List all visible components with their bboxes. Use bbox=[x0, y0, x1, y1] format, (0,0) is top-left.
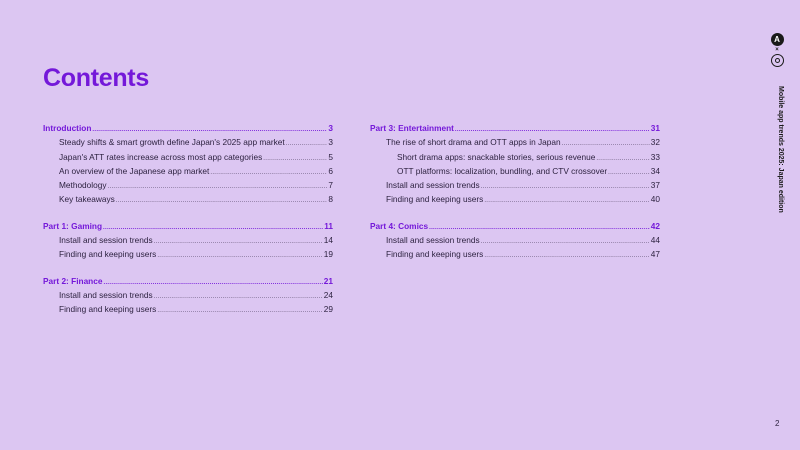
toc-entry-label: The rise of short drama and OTT apps in Japan bbox=[386, 137, 561, 148]
toc-leader-dots bbox=[154, 236, 323, 248]
toc-page-number: 3 bbox=[328, 137, 333, 148]
toc-entry-label: Part 4: Comics bbox=[370, 220, 429, 231]
toc-page-number: 6 bbox=[328, 165, 333, 176]
toc-section-heading[interactable] bbox=[43, 220, 333, 234]
toc-page-number: 14 bbox=[323, 235, 333, 246]
toc-page-number: 7 bbox=[328, 180, 333, 191]
toc-entry[interactable] bbox=[370, 234, 660, 248]
toc-leader-dots bbox=[108, 181, 328, 193]
toc-entry[interactable] bbox=[43, 151, 333, 165]
toc-page-number: 37 bbox=[650, 180, 660, 191]
toc-entry-label: Steady shifts & smart growth define Japan's 2025 app market bbox=[59, 137, 285, 148]
toc-entry-label: Install and session trends bbox=[59, 289, 153, 300]
toc-entry-label: Finding and keeping users bbox=[386, 249, 484, 260]
toc-entry[interactable] bbox=[43, 193, 333, 207]
toc-entry-label: Japan's ATT rates increase across most app categories bbox=[59, 151, 263, 162]
toc-page-number: 33 bbox=[650, 151, 660, 162]
toc-entry-label: Finding and keeping users bbox=[59, 304, 157, 315]
toc-entry[interactable] bbox=[370, 193, 660, 207]
toc-entry-label: Short drama apps: snackable stories, serious revenue bbox=[397, 151, 596, 162]
toc-section-heading[interactable] bbox=[370, 122, 660, 136]
partner-logo-icon bbox=[771, 54, 784, 67]
toc-entry-label: Methodology bbox=[59, 180, 107, 191]
toc-entry-label: Part 2: Finance bbox=[43, 275, 103, 286]
toc-column-left bbox=[43, 122, 333, 330]
page-number: 2 bbox=[775, 419, 780, 428]
toc-entry[interactable] bbox=[370, 165, 660, 179]
toc-leader-dots bbox=[455, 124, 650, 136]
toc-page-number: 8 bbox=[328, 194, 333, 205]
toc-page-number: 11 bbox=[324, 220, 333, 231]
toc-entry-label: Key takeaways bbox=[59, 194, 115, 205]
toc-leader-dots bbox=[103, 277, 322, 289]
toc-entry[interactable] bbox=[43, 179, 333, 193]
toc-entry-label: OTT platforms: localization, bundling, and CTV crossover bbox=[397, 165, 608, 176]
page-title: Contents bbox=[43, 64, 149, 92]
toc-entry[interactable] bbox=[370, 136, 660, 150]
toc-section-heading[interactable] bbox=[43, 122, 333, 136]
toc-page-number: 44 bbox=[650, 235, 660, 246]
toc-page-number: 40 bbox=[650, 194, 660, 205]
brand-separator: × bbox=[775, 47, 779, 53]
toc-page-number: 19 bbox=[323, 249, 333, 260]
toc-entry[interactable] bbox=[43, 303, 333, 317]
toc-page-number: 47 bbox=[650, 249, 660, 260]
toc-leader-dots bbox=[286, 138, 328, 150]
toc-leader-dots bbox=[562, 138, 650, 150]
toc-page-number: 24 bbox=[323, 289, 333, 300]
toc-entry[interactable] bbox=[370, 151, 660, 165]
toc-entry-label: Finding and keeping users bbox=[386, 194, 484, 205]
toc-entry-label: Introduction bbox=[43, 123, 92, 133]
toc-page-number: 5 bbox=[328, 151, 333, 162]
toc-section bbox=[370, 122, 660, 208]
toc-leader-dots bbox=[484, 195, 649, 207]
toc-leader-dots bbox=[429, 222, 650, 234]
brand-a-logo-icon: A bbox=[771, 33, 784, 46]
toc-leader-dots bbox=[481, 181, 650, 193]
toc-leader-dots bbox=[154, 291, 323, 303]
toc-section-heading[interactable] bbox=[43, 275, 333, 289]
toc-leader-dots bbox=[157, 250, 322, 262]
toc-page-number: 34 bbox=[650, 165, 660, 176]
toc-page-number: 3 bbox=[328, 123, 333, 133]
toc-page-number: 21 bbox=[323, 275, 333, 286]
toc-entry-label: Part 3: Entertainment bbox=[370, 123, 454, 133]
toc-entry[interactable] bbox=[43, 136, 333, 150]
toc-entry[interactable] bbox=[43, 165, 333, 179]
toc-section bbox=[43, 122, 333, 208]
toc-section bbox=[43, 220, 333, 263]
toc-leader-dots bbox=[263, 153, 327, 165]
toc-entry-label: Install and session trends bbox=[386, 235, 480, 246]
brand-logos bbox=[769, 33, 785, 67]
toc-section bbox=[43, 275, 333, 318]
toc-leader-dots bbox=[157, 305, 322, 317]
report-title-vertical: Mobile app trends 2025: Japan edition bbox=[777, 86, 784, 213]
toc-leader-dots bbox=[484, 250, 649, 262]
toc-column-right bbox=[370, 122, 660, 275]
toc-entry-label: An overview of the Japanese app market bbox=[59, 165, 210, 176]
toc-entry-label: Part 1: Gaming bbox=[43, 220, 103, 231]
toc-leader-dots bbox=[210, 167, 327, 179]
toc-entry[interactable] bbox=[43, 234, 333, 248]
toc-entry-label: Install and session trends bbox=[386, 180, 480, 191]
toc-leader-dots bbox=[103, 222, 323, 234]
toc-page-number: 32 bbox=[650, 137, 660, 148]
toc-page-number: 31 bbox=[650, 123, 660, 133]
toc-entry[interactable] bbox=[43, 248, 333, 262]
toc-section bbox=[370, 220, 660, 263]
toc-entry-label: Finding and keeping users bbox=[59, 249, 157, 260]
toc-page-number: 29 bbox=[323, 304, 333, 315]
toc-page-number: 42 bbox=[650, 220, 660, 231]
toc-entry[interactable] bbox=[43, 289, 333, 303]
toc-entry-label: Install and session trends bbox=[59, 235, 153, 246]
toc-leader-dots bbox=[608, 167, 650, 179]
toc-entry[interactable] bbox=[370, 179, 660, 193]
toc-leader-dots bbox=[596, 153, 649, 165]
toc-entry[interactable] bbox=[370, 248, 660, 262]
toc-section-heading[interactable] bbox=[370, 220, 660, 234]
toc-leader-dots bbox=[116, 195, 328, 207]
toc-leader-dots bbox=[92, 124, 327, 136]
toc-leader-dots bbox=[481, 236, 650, 248]
